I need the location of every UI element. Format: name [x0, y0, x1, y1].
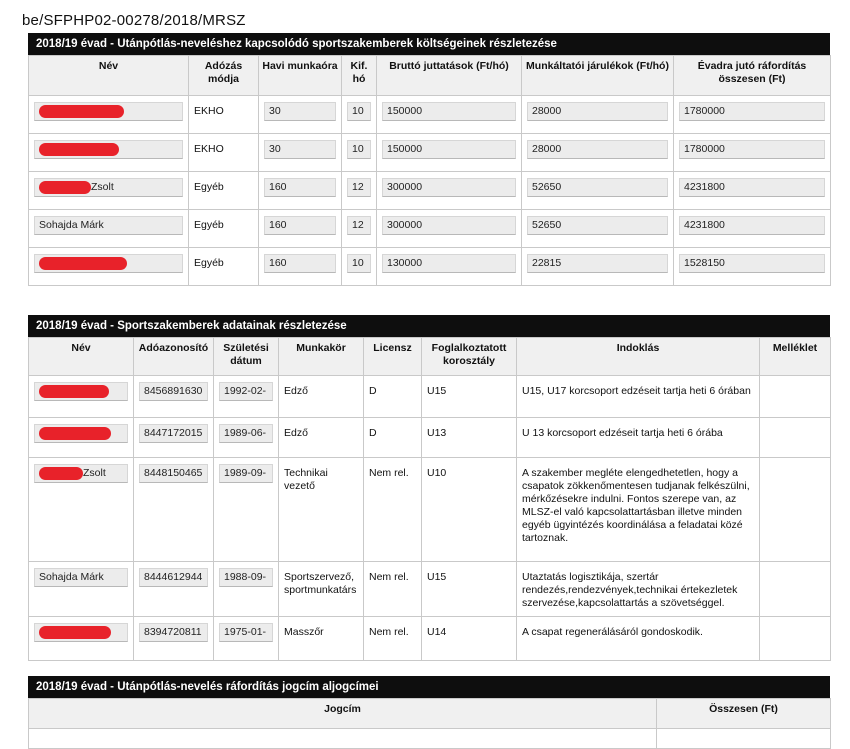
table-cell	[377, 210, 522, 248]
total-field[interactable]: 4231800	[679, 178, 825, 197]
table-cell	[760, 376, 831, 418]
attachment-cell	[765, 623, 825, 626]
table-cell	[29, 617, 134, 661]
table-row	[29, 210, 831, 248]
gross-field[interactable]: 300000	[382, 216, 516, 235]
reason-text: U 13 korcsoport edzéseit tartja heti 6 órába	[522, 427, 723, 439]
taxid-field[interactable]: 8394720811	[139, 623, 208, 642]
table-cell	[342, 172, 377, 210]
table-cell	[364, 376, 422, 418]
gross-field[interactable]: 150000	[382, 102, 516, 121]
tax-mode: EKHO	[194, 143, 224, 155]
dob-field[interactable]: 1988-09-	[219, 568, 273, 587]
table-cell	[259, 248, 342, 286]
col-header-contrib: Munkáltatói járulékok (Ft/hó)	[522, 56, 674, 96]
table-cell	[522, 210, 674, 248]
name-text: Zsolt	[91, 181, 114, 193]
table-cell	[134, 376, 214, 418]
table-cell	[29, 376, 134, 418]
hours-field[interactable]: 30	[264, 102, 336, 121]
taxid-field[interactable]: 8448150465	[139, 464, 208, 483]
table-cell	[517, 458, 760, 562]
age-group-text: U13	[427, 427, 447, 439]
table-cell	[377, 134, 522, 172]
table-cell	[342, 248, 377, 286]
table-cell	[422, 562, 517, 617]
col-header-license: Licensz	[364, 338, 422, 376]
dob-field[interactable]: 1989-09-	[219, 464, 273, 483]
col-header-taxid: Adóazonosító	[134, 338, 214, 376]
table-cell	[259, 210, 342, 248]
table-cell	[214, 418, 279, 458]
dob-field[interactable]: 1975-01-	[219, 623, 273, 642]
age-group-text: U15	[427, 571, 447, 583]
table-cell	[189, 96, 259, 134]
age-group-text: U10	[427, 467, 447, 479]
name-field[interactable]	[34, 568, 128, 587]
col-header-reason: Indoklás	[517, 338, 760, 376]
table-cell	[517, 617, 760, 661]
col-header-months: Kif. hó	[342, 56, 377, 96]
taxid-field[interactable]: 8456891630	[139, 382, 208, 401]
table-cell	[377, 248, 522, 286]
total-field[interactable]: 1780000	[679, 140, 825, 159]
redaction-mark	[39, 143, 119, 156]
redaction-mark	[39, 257, 127, 270]
tax-mode: Egyéb	[194, 181, 224, 193]
contrib-field[interactable]: 22815	[527, 254, 668, 273]
dob-field[interactable]: 1989-06-	[219, 424, 273, 443]
table-cell	[674, 172, 831, 210]
table-row	[29, 96, 831, 134]
table-cell	[214, 617, 279, 661]
empty-cell	[29, 729, 657, 749]
role-text: Technikai vezető	[284, 467, 328, 492]
redaction-mark	[39, 385, 109, 398]
table-cell	[422, 376, 517, 418]
role-text: Sportszervező, sportmunkatárs	[284, 571, 357, 596]
col-header-dob: Születési dátum	[214, 338, 279, 376]
redaction-mark	[39, 467, 83, 480]
attachment-cell	[765, 424, 825, 427]
table-cell	[189, 134, 259, 172]
license-text: D	[369, 385, 377, 397]
table-cell	[279, 418, 364, 458]
table-cell	[189, 248, 259, 286]
name-field[interactable]	[34, 140, 183, 159]
col-header-total: Évadra jutó ráfordítás összesen (Ft)	[674, 56, 831, 96]
table-cell	[364, 418, 422, 458]
col-header-gross: Bruttó juttatások (Ft/hó)	[377, 56, 522, 96]
age-group-text: U14	[427, 626, 447, 638]
contrib-field[interactable]: 52650	[527, 178, 668, 197]
table-cell	[134, 562, 214, 617]
name-field[interactable]	[34, 424, 128, 443]
table-cell	[377, 96, 522, 134]
attachment-cell	[765, 464, 825, 467]
months-field[interactable]: 12	[347, 216, 371, 235]
attachment-cell	[765, 382, 825, 385]
redaction-mark	[39, 105, 124, 118]
gross-field[interactable]: 150000	[382, 140, 516, 159]
table-cell	[760, 418, 831, 458]
contrib-field[interactable]: 52650	[527, 216, 668, 235]
table-cell	[259, 96, 342, 134]
table-cell	[259, 172, 342, 210]
table-cell	[279, 458, 364, 562]
redaction-mark	[39, 181, 91, 194]
section-staff-details	[28, 315, 830, 661]
license-text: D	[369, 427, 377, 439]
table-cell	[134, 458, 214, 562]
table-cell	[760, 458, 831, 562]
table-cell	[29, 562, 134, 617]
col-header-role: Munkakör	[279, 338, 364, 376]
section-cost-categories	[28, 676, 830, 749]
table-cell	[279, 562, 364, 617]
license-text: Nem rel.	[369, 626, 409, 638]
empty-cell	[657, 729, 831, 749]
table-row	[29, 248, 831, 286]
months-field[interactable]: 10	[347, 102, 371, 121]
table-cell	[279, 376, 364, 418]
table-cell	[29, 248, 189, 286]
table-cell	[214, 458, 279, 562]
col-header-category: Jogcím	[29, 699, 657, 729]
taxid-field[interactable]: 8447172015	[139, 424, 208, 443]
table-row	[29, 376, 831, 418]
name-text: Sohajda Márk	[39, 219, 104, 231]
section-coach-costs	[28, 33, 830, 286]
table-cell	[522, 172, 674, 210]
table-cell	[517, 562, 760, 617]
table-cell	[259, 134, 342, 172]
cost-categories-table	[28, 698, 831, 749]
table-cell	[29, 210, 189, 248]
table-cell	[674, 248, 831, 286]
table-cell	[674, 134, 831, 172]
col-header-name: Név	[29, 338, 134, 376]
col-header-total: Összesen (Ft)	[657, 699, 831, 729]
months-field[interactable]: 10	[347, 254, 371, 273]
age-group-text: U15	[427, 385, 447, 397]
redaction-mark	[39, 427, 111, 440]
contrib-field[interactable]: 28000	[527, 102, 668, 121]
table-cell	[214, 562, 279, 617]
section-title: 2018/19 évad - Utánpótlás-nevelés ráfordítás jogcím aljogcímei	[28, 676, 830, 698]
name-text: Sohajda Márk	[39, 571, 104, 583]
reason-text: A csapat regenerálásáról gondoskodik.	[522, 626, 703, 638]
document-reference: be/SFPHP02-00278/2018/MRSZ	[22, 12, 246, 29]
contrib-field[interactable]: 28000	[527, 140, 668, 159]
section-title: 2018/19 évad - Utánpótlás-neveléshez kapcsolódó sportszakemberek költségeinek részletezése	[28, 33, 830, 55]
table-cell	[377, 172, 522, 210]
table-cell	[422, 458, 517, 562]
col-header-hours: Havi munkaóra	[259, 56, 342, 96]
name-field[interactable]	[34, 178, 183, 197]
table-cell	[342, 210, 377, 248]
table-cell	[522, 134, 674, 172]
col-header-age-group: Foglalkoztatott korosztály	[422, 338, 517, 376]
table-cell	[342, 96, 377, 134]
table-cell	[29, 172, 189, 210]
name-field[interactable]	[34, 382, 128, 401]
months-field[interactable]: 10	[347, 140, 371, 159]
tax-mode: EKHO	[194, 105, 224, 117]
table-row	[29, 458, 831, 562]
table-cell	[29, 458, 134, 562]
table-cell	[214, 376, 279, 418]
hours-field[interactable]: 30	[264, 140, 336, 159]
role-text: Masszőr	[284, 626, 324, 638]
table-cell	[674, 96, 831, 134]
attachment-cell	[765, 568, 825, 571]
redaction-mark	[39, 626, 111, 639]
license-text: Nem rel.	[369, 467, 409, 479]
hours-field[interactable]: 160	[264, 254, 336, 273]
col-header-name: Név	[29, 56, 189, 96]
taxid-field[interactable]: 8444612944	[139, 568, 208, 587]
table-cell	[422, 617, 517, 661]
table-cell	[189, 210, 259, 248]
table-cell	[29, 134, 189, 172]
name-text: Zsolt	[83, 467, 106, 479]
hours-field[interactable]: 160	[264, 216, 336, 235]
table-cell	[134, 418, 214, 458]
name-field[interactable]	[34, 102, 183, 121]
table-cell	[674, 210, 831, 248]
tax-mode: Egyéb	[194, 257, 224, 269]
table-cell	[364, 458, 422, 562]
total-field[interactable]: 4231800	[679, 216, 825, 235]
table-cell	[522, 248, 674, 286]
gross-field[interactable]: 300000	[382, 178, 516, 197]
total-field[interactable]: 1528150	[679, 254, 825, 273]
reason-text: U15, U17 korcsoport edzéseit tartja heti 6 órában	[522, 385, 751, 397]
name-field[interactable]	[34, 216, 183, 235]
table-cell	[342, 134, 377, 172]
role-text: Edző	[284, 427, 308, 439]
reason-text: Utaztatás logisztikája, szertár rendezés,rendezvények,technikai értekezletek szervezése,kapcsolattartás a szövetséggel.	[522, 571, 738, 609]
table-cell	[760, 617, 831, 661]
table-cell	[517, 376, 760, 418]
reason-text: A szakember megléte elengedhetetlen, hogy a csapatok zökkenőmentesen tudjanak felkészülni, mérkőzésekre indulni. Fontos szerepe van, az MLSZ-el való kapcsolattartásban illetve minden egyéb ügyintézés koordinálása a feladatai közé tartoznak.	[522, 467, 750, 544]
table-cell	[364, 617, 422, 661]
table-cell	[760, 562, 831, 617]
table-cell	[29, 418, 134, 458]
role-text: Edző	[284, 385, 308, 397]
table-cell	[422, 418, 517, 458]
name-field[interactable]	[34, 623, 128, 642]
coach-costs-table	[28, 55, 831, 286]
table-row	[29, 562, 831, 617]
table-cell	[189, 172, 259, 210]
tax-mode: Egyéb	[194, 219, 224, 231]
table-row	[29, 134, 831, 172]
table-row	[29, 418, 831, 458]
col-header-attachment: Melléklet	[760, 338, 831, 376]
table-row	[29, 172, 831, 210]
table-row	[29, 617, 831, 661]
hours-field[interactable]: 160	[264, 178, 336, 197]
months-field[interactable]: 12	[347, 178, 371, 197]
name-field[interactable]	[34, 254, 183, 273]
table-cell	[29, 96, 189, 134]
gross-field[interactable]: 130000	[382, 254, 516, 273]
table-cell	[517, 418, 760, 458]
table-cell	[522, 96, 674, 134]
table-cell	[279, 617, 364, 661]
dob-field[interactable]: 1992-02-	[219, 382, 273, 401]
license-text: Nem rel.	[369, 571, 409, 583]
col-header-tax: Adózás módja	[189, 56, 259, 96]
table-cell	[364, 562, 422, 617]
section-title: 2018/19 évad - Sportszakemberek adatainak részletezése	[28, 315, 830, 337]
staff-details-table	[28, 337, 831, 661]
table-cell	[134, 617, 214, 661]
name-field[interactable]	[34, 464, 128, 483]
total-field[interactable]: 1780000	[679, 102, 825, 121]
